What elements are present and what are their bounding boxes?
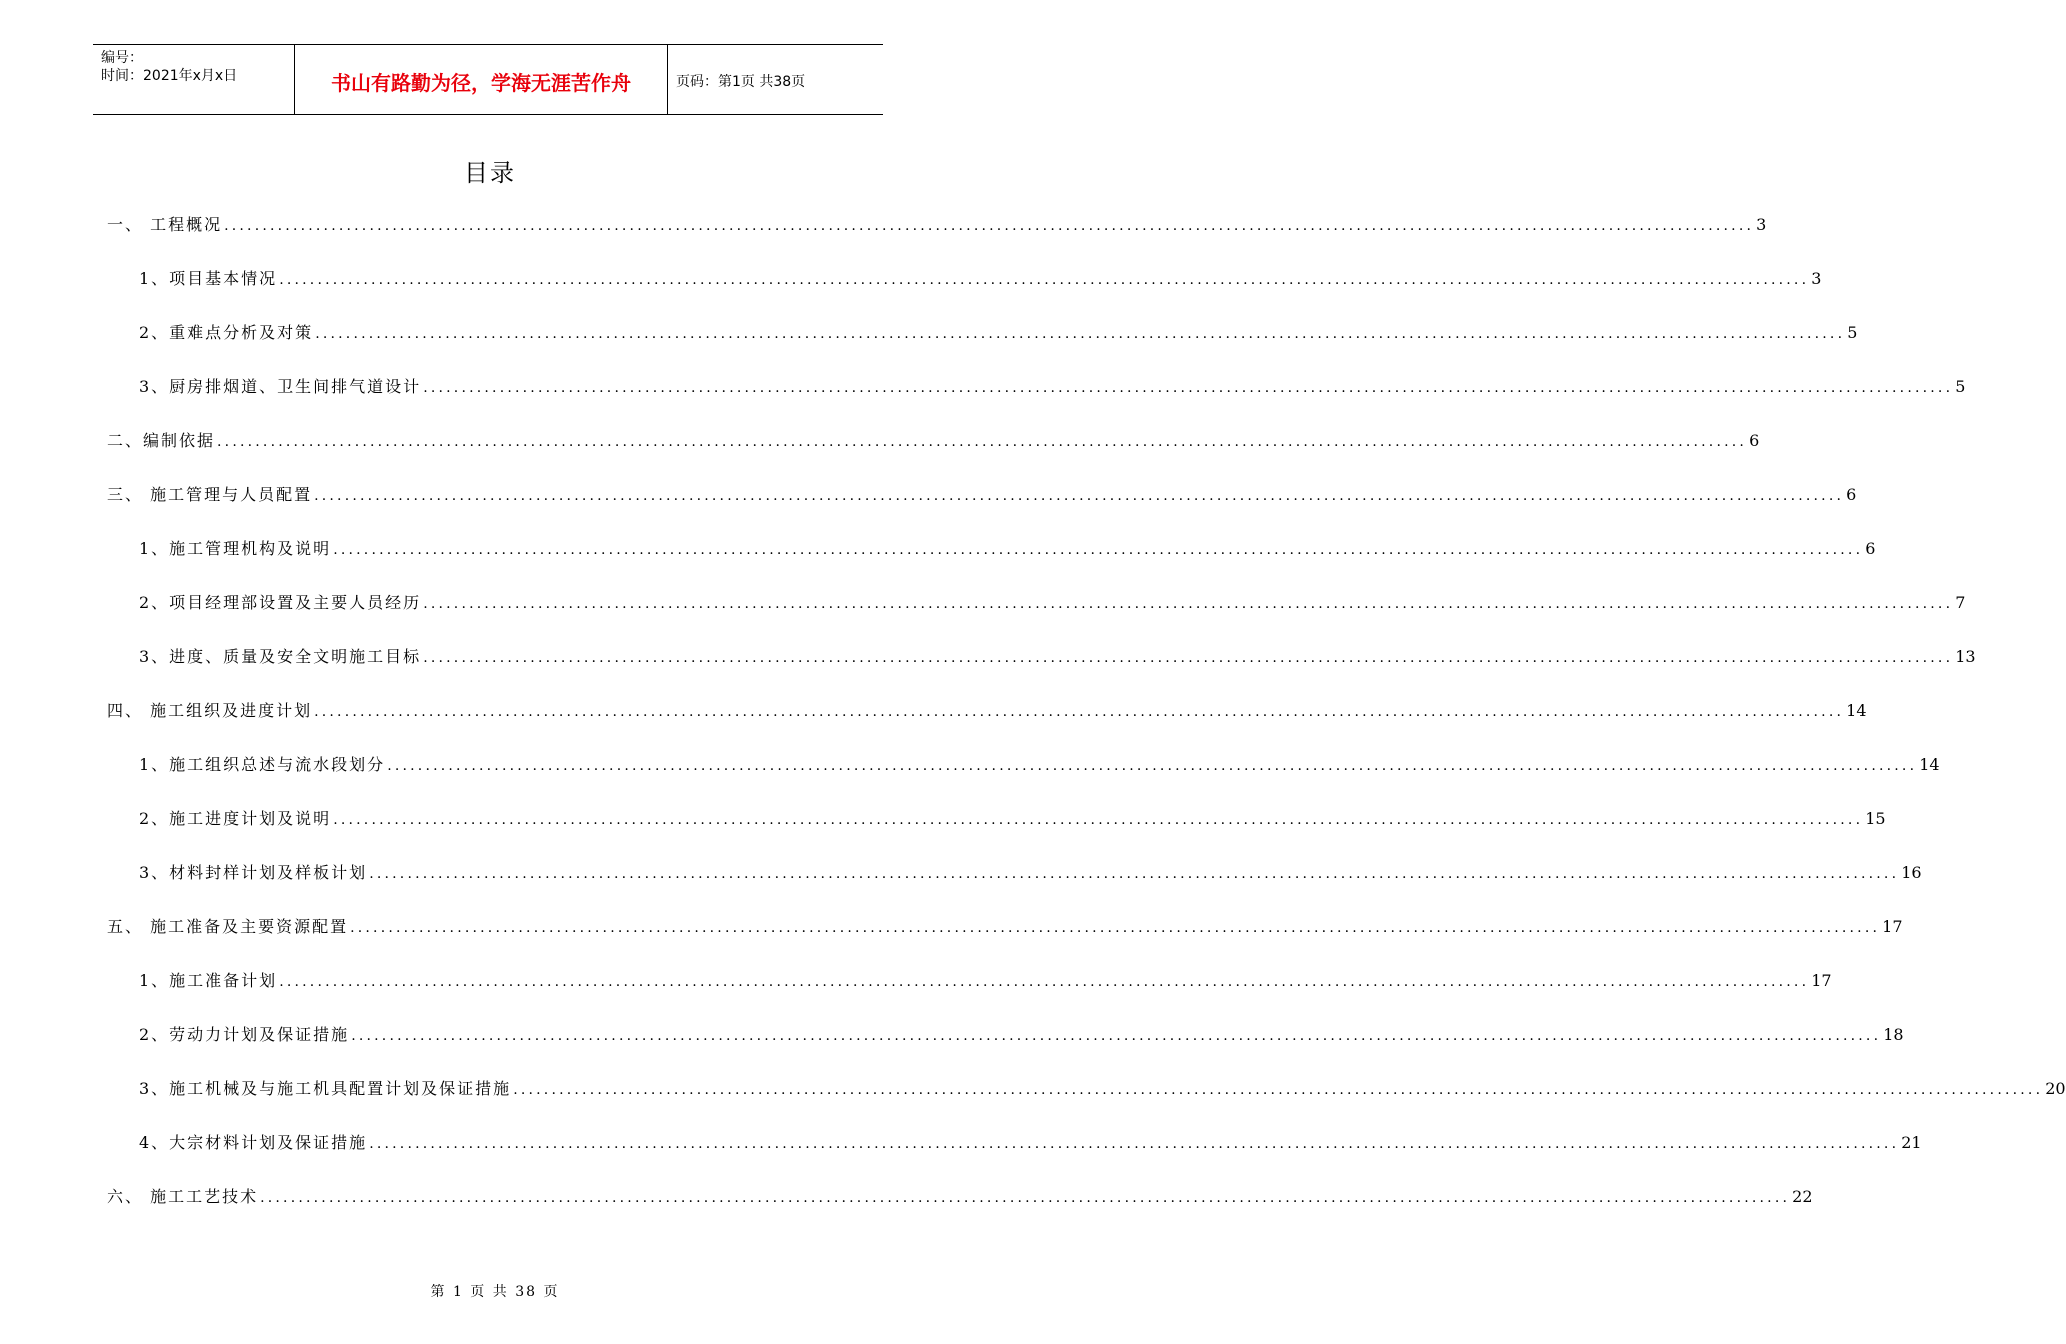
toc-entry-label: 1、施工准备计划 [139, 971, 278, 990]
toc-dot-leader: ........................................................................................................................................................................................................ [224, 218, 1755, 234]
toc-entry-page: 17 [1882, 917, 1903, 936]
toc-entry-page: 5 [1847, 323, 1858, 342]
toc-dot-leader: ........................................................................................................................................................................................................ [513, 1082, 2044, 1098]
toc-entry[interactable] [139, 806, 1886, 830]
header-motto: 书山有路勤为径，学海无涯苦作舟 [331, 71, 631, 95]
toc-entry-label: 3、施工机械及与施工机具配置计划及保证措施 [139, 1079, 512, 1098]
toc-dot-leader: ........................................................................................................................................................................................................ [279, 974, 1810, 990]
toc-entry[interactable] [139, 1022, 1904, 1046]
toc-dot-leader: ........................................................................................................................................................................................................ [351, 1028, 1882, 1044]
toc-entry-label: 3、材料封样计划及样板计划 [139, 863, 368, 882]
toc-entry-label: 2、项目经理部设置及主要人员经历 [139, 593, 422, 612]
toc-entry-label: 2、施工进度计划及说明 [139, 809, 332, 828]
toc-dot-leader: ........................................................................................................................................................................................................ [423, 596, 1954, 612]
toc-entry-label: 2、重难点分析及对策 [139, 323, 314, 342]
page-header [93, 44, 883, 115]
toc-entry-page: 3 [1811, 269, 1822, 288]
toc-entry-page: 15 [1865, 809, 1886, 828]
toc-dot-leader: ........................................................................................................................................................................................................ [315, 326, 1846, 342]
toc-entry-page: 6 [1749, 431, 1760, 450]
toc-entry-label: 1、施工组织总述与流水段划分 [139, 755, 386, 774]
toc-entry-page: 3 [1756, 215, 1767, 234]
toc-entry[interactable] [139, 536, 1876, 560]
toc-dot-leader: ........................................................................................................................................................................................................ [350, 920, 1881, 936]
date-label: 时间：2021年x月x日 [101, 68, 238, 84]
toc-entry[interactable] [139, 374, 1966, 398]
toc-entry-page: 7 [1955, 593, 1966, 612]
toc-dot-leader: ........................................................................................................................................................................................................ [314, 488, 1845, 504]
toc-dot-leader: ........................................................................................................................................................................................................ [260, 1190, 1791, 1206]
toc-entry[interactable] [107, 482, 1857, 506]
toc-entry-label: 二、编制依据 [107, 431, 216, 450]
toc-entry[interactable] [139, 590, 1966, 614]
toc-entry-page: 5 [1955, 377, 1966, 396]
toc-entry-label: 1、项目基本情况 [139, 269, 278, 288]
toc-entry-page: 18 [1883, 1025, 1904, 1044]
toc-entry-page: 22 [1792, 1187, 1813, 1206]
toc-entry-label: 3、厨房排烟道、卫生间排气道设计 [139, 377, 422, 396]
toc-entry-label: 四、 施工组织及进度计划 [107, 701, 313, 720]
toc-dot-leader: ........................................................................................................................................................................................................ [423, 650, 1954, 666]
doc-number-label: 编号： [101, 50, 143, 66]
toc-dot-leader: ........................................................................................................................................................................................................ [217, 434, 1748, 450]
toc-entry-page: 13 [1955, 647, 1976, 666]
toc-entry-label: 三、 施工管理与人员配置 [107, 485, 313, 504]
toc-entry-page: 21 [1901, 1133, 1922, 1152]
page-title: 目录 [464, 159, 516, 187]
toc-entry[interactable] [139, 752, 1940, 776]
toc-entry-page: 20 [2045, 1079, 2066, 1098]
toc-dot-leader: ........................................................................................................................................................................................................ [369, 1136, 1900, 1152]
toc-entry[interactable] [139, 968, 1832, 992]
toc-entry-label: 3、进度、质量及安全文明施工目标 [139, 647, 422, 666]
toc-entry[interactable] [139, 860, 1922, 884]
toc-dot-leader: ........................................................................................................................................................................................................ [314, 704, 1845, 720]
header-page-code: 页码：第1页 共38页 [676, 74, 806, 90]
toc-entry-page: 6 [1865, 539, 1876, 558]
toc-dot-leader: ........................................................................................................................................................................................................ [369, 866, 1900, 882]
toc-dot-leader: ........................................................................................................................................................................................................ [387, 758, 1918, 774]
toc-dot-leader: ........................................................................................................................................................................................................ [333, 812, 1864, 828]
toc-entry[interactable] [107, 914, 1903, 938]
toc-entry-label: 4、大宗材料计划及保证措施 [139, 1133, 368, 1152]
toc-entry[interactable] [107, 698, 1867, 722]
toc-entry-label: 一、 工程概况 [107, 215, 223, 234]
page-footer: 第 1 页 共 38 页 [430, 1284, 560, 1300]
toc-entry[interactable] [139, 644, 1976, 668]
toc-entry-label: 1、施工管理机构及说明 [139, 539, 332, 558]
toc-dot-leader: ........................................................................................................................................................................................................ [333, 542, 1864, 558]
toc-entry-label: 五、 施工准备及主要资源配置 [107, 917, 349, 936]
toc-entry[interactable] [139, 1076, 2066, 1100]
toc-entry-label: 六、 施工工艺技术 [107, 1187, 259, 1206]
toc-entry[interactable] [139, 320, 1858, 344]
toc-dot-leader: ........................................................................................................................................................................................................ [279, 272, 1810, 288]
toc-entry-page: 14 [1846, 701, 1867, 720]
toc-entry-page: 16 [1901, 863, 1922, 882]
toc-entry[interactable] [139, 266, 1822, 290]
header-meta [101, 49, 237, 85]
header-divider [667, 45, 668, 114]
toc-entry[interactable] [107, 212, 1767, 236]
toc-entry-page: 17 [1811, 971, 1832, 990]
toc-entry-page: 14 [1919, 755, 1940, 774]
toc-dot-leader: ........................................................................................................................................................................................................ [423, 380, 1954, 396]
toc-entry[interactable] [139, 1130, 1922, 1154]
toc-entry[interactable] [107, 428, 1760, 452]
toc-entry-page: 6 [1846, 485, 1857, 504]
toc-entry-label: 2、劳动力计划及保证措施 [139, 1025, 350, 1044]
toc-entry[interactable] [107, 1184, 1813, 1208]
